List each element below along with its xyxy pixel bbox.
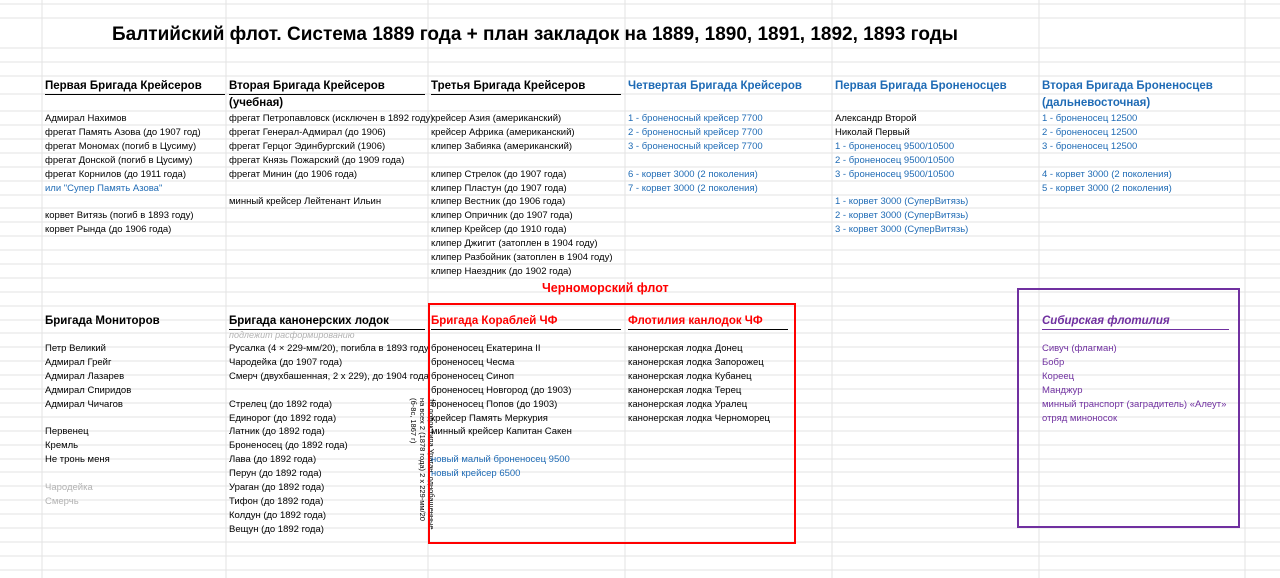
col4-item: 3 - броненосный крейсер 7700 (628, 141, 763, 152)
col5b-item: 2 - броненосец 9500/10500 (835, 155, 955, 166)
bs-ship-item: минный крейсер Капитан Сакен (431, 426, 572, 437)
gunboat2-item: Тифон (до 1892 года) (229, 496, 324, 507)
sheet-title: Балтийский флот. Система 1889 года + план закладок на 1889, 1890, 1891, 1892, 1893 годы (112, 24, 958, 45)
bs-gunboat-item: канонерская лодка Черноморец (628, 413, 770, 424)
bs-ship-new-item: новый малый броненосец 9500 (431, 454, 570, 465)
col3b-item: клипер Опричник (до 1907 года) (431, 210, 573, 221)
col3-item: клипер Забияка (американский) (431, 141, 573, 152)
monitor-gray-item: Смерчь (45, 496, 79, 507)
bs-gunboat-item: канонерская лодка Уралец (628, 399, 748, 410)
col1-header: Первая Бригада Крейсеров (45, 78, 225, 95)
monitor-item: Адмирал Грейг (45, 357, 112, 368)
col2-item: фрегат Герцог Эдинбургский (1906) (229, 141, 386, 152)
col5-item: Александр Второй (835, 113, 917, 124)
siberian-item: минный транспорт (заградитель) «Алеут» (1042, 399, 1227, 410)
col5-header: Первая Бригада Броненосцев (835, 80, 1007, 92)
col4b-item: 6 - корвет 3000 (2 поколения) (628, 169, 758, 180)
col3b-item: клипер Пластун (до 1907 года) (431, 183, 567, 194)
col3-header: Третья Бригада Крейсеров (431, 78, 621, 95)
gunboat2-item: Стрелец (до 1892 года) (229, 399, 333, 410)
col2-header: Вторая Бригада Крейсеров (229, 78, 425, 95)
bs-ship-item: броненосец Новгород (до 1903) (431, 385, 572, 396)
col3-item: крейсер Азия (американский) (431, 113, 562, 124)
col4-item: 2 - броненосный крейсер 7700 (628, 127, 763, 138)
bs-ship-item: броненосец Попов (до 1903) (431, 399, 558, 410)
col1-item: фрегат Память Азова (до 1907 год) (45, 127, 201, 138)
col2-item: фрегат Петропавловск (исключен в 1892 году) (229, 113, 434, 124)
col6-item: 3 - броненосец 12500 (1042, 141, 1138, 152)
gunboat-item: Русалка (4 × 229-мм/20), погибла в 1893 году (229, 343, 429, 354)
black-sea-title: Черноморский флот (542, 281, 669, 295)
bs-ship-item: броненосец Чесма (431, 357, 515, 368)
gunboat2-item: Лава (до 1892 года) (229, 454, 317, 465)
bs-gunboat-item: канонерская лодка Донец (628, 343, 743, 354)
bs-ship-item: броненосец Екатерина II (431, 343, 541, 354)
siberian-header: Сибирская флотилия (1042, 313, 1229, 330)
col6b-item: 5 - корвет 3000 (2 поколения) (1042, 183, 1172, 194)
siberian-item: Сивуч (флагман) (1042, 343, 1117, 354)
col1b-item: корвет Рында (до 1906 года) (45, 224, 172, 235)
col5b-item: 1 - броненосец 9500/10500 (835, 141, 955, 152)
col3b-item: клипер Вестник (до 1906 года) (431, 196, 566, 207)
col5c-item: 3 - корвет 3000 (СуперВитязь) (835, 224, 969, 235)
monitor2-item: Кремль (45, 440, 79, 451)
col3b-item: клипер Джигит (затоплен в 1904 году) (431, 238, 598, 249)
bs-gunboat-item: канонерская лодка Запорожец (628, 357, 764, 368)
monitor-item: Петр Великий (45, 343, 106, 354)
col6b-item: 4 - корвет 3000 (2 поколения) (1042, 169, 1172, 180)
col6-item: 2 - броненосец 12500 (1042, 127, 1138, 138)
gunboat2-item: Перун (до 1892 года) (229, 468, 322, 479)
siberian-item: отряд миноносок (1042, 413, 1118, 424)
monitor2-item: Первенец (45, 426, 89, 437)
gunboat2-item: Вещун (до 1892 года) (229, 524, 324, 535)
bs-gunboat-item: канонерская лодка Терец (628, 385, 742, 396)
monitor-gray-item: Чародейка (45, 482, 93, 493)
monitors-header: Бригада Мониторов (45, 315, 160, 327)
col6-subheader: (дальневосточная) (1042, 97, 1151, 109)
col4-header: Четвертая Бригада Крейсеров (628, 80, 802, 92)
col3b-item: клипер Крейсер (до 1910 года) (431, 224, 567, 235)
col2-item: фрегат Князь Пожарский (до 1909 года) (229, 155, 405, 166)
monitor-item: Адмирал Спиридов (45, 385, 132, 396)
siberian-item: Бобр (1042, 357, 1065, 368)
col5-item: Николай Первый (835, 127, 910, 138)
col1-item: фрегат Корнилов (до 1911 года) (45, 169, 186, 180)
bs-ship-item: крейсер Память Меркурия (431, 413, 548, 424)
gunboat2-item: Латник (до 1892 года) (229, 426, 325, 437)
col1-item: Адмирал Нахимов (45, 113, 127, 124)
bs-gunboat-item: канонерская лодка Кубанец (628, 371, 752, 382)
col5b-item: 3 - броненосец 9500/10500 (835, 169, 955, 180)
col3b-item: клипер Разбойник (затоплен в 1904 году) (431, 252, 613, 263)
monitor2-item: Не тронь меня (45, 454, 110, 465)
col2-subheader: (учебная) (229, 97, 284, 109)
col1-item: фрегат Мономах (погиб в Цусиму) (45, 141, 197, 152)
siberian-item: Манджур (1042, 385, 1083, 396)
gunboat2-item: Единорог (до 1892 года) (229, 413, 337, 424)
col6-item: 1 - броненосец 12500 (1042, 113, 1138, 124)
siberian-item: Кореец (1042, 371, 1075, 382)
col2-item: фрегат Минин (до 1906 года) (229, 169, 358, 180)
col1b-item: корвет Витязь (погиб в 1893 году) (45, 210, 194, 221)
gunboat-item: Чародейка (до 1907 года) (229, 357, 343, 368)
gunboats-vertical-note: 10 лодок типа Ураган, однобашенные, на всех 2 (1878 года) 2 х 229-мм/20 (б-8с, 1867 г) (409, 398, 436, 532)
col3-item: крейсер Африка (американский) (431, 127, 575, 138)
gunboat2-item: Ураган (до 1892 года) (229, 482, 325, 493)
col3b-item: клипер Стрелок (до 1907 года) (431, 169, 567, 180)
bs-ships-header: Бригада Кораблей ЧФ (431, 313, 621, 330)
col5c-item: 1 - корвет 3000 (СуперВитязь) (835, 196, 969, 207)
monitor-item: Адмирал Чичагов (45, 399, 123, 410)
bs-ship-item: броненосец Синоп (431, 371, 515, 382)
col2-item: фрегат Генерал-Адмирал (до 1906) (229, 127, 386, 138)
col4b-item: 7 - корвет 3000 (2 поколения) (628, 183, 758, 194)
col1-note: или "Супер Память Азова" (45, 183, 163, 194)
gunboat-item: Смерч (двухбашенная, 2 х 229), до 1904 года (229, 371, 429, 382)
col2-last: минный крейсер Лейтенант Ильин (229, 196, 382, 207)
col5c-item: 2 - корвет 3000 (СуперВитязь) (835, 210, 969, 221)
gunboats-header: Бригада канонерских лодок (229, 313, 425, 330)
col6-header: Вторая Бригада Броненосцев (1042, 80, 1213, 92)
gunboat2-item: Колдун (до 1892 года) (229, 510, 327, 521)
gunboat2-item: Броненосец (до 1892 года) (229, 440, 348, 451)
col1-item: фрегат Донской (погиб в Цусиму) (45, 155, 193, 166)
col4-item: 1 - броненосный крейсер 7700 (628, 113, 763, 124)
monitor-item: Адмирал Лазарев (45, 371, 125, 382)
bs-gunboats-header: Флотилия канлодок ЧФ (628, 313, 788, 330)
gunboats-note: подлежит расформированию (229, 330, 355, 340)
col3b-item: клипер Наездник (до 1902 года) (431, 266, 572, 277)
bs-ship-new-item: новый крейсер 6500 (431, 468, 521, 479)
